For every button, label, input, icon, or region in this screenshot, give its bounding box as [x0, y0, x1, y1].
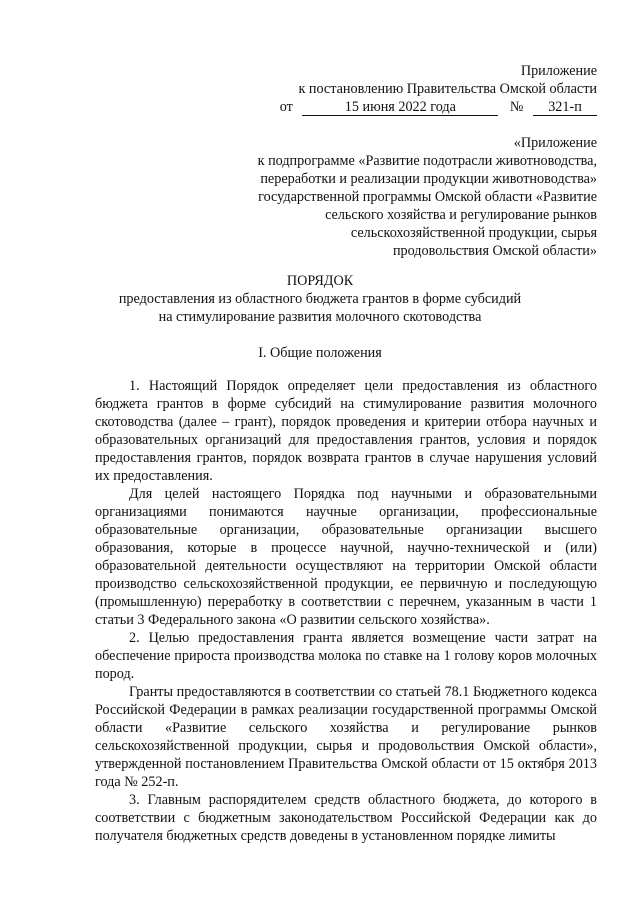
- document-body: [95, 377, 597, 845]
- sub-appendix-line: сельского хозяйства и регулирование рынков: [325, 207, 597, 223]
- sub-appendix-line: «Приложение: [513, 135, 597, 151]
- paragraph: Для целей настоящего Порядка под научными и образовательными организациями понимаются научные организации, профессиональные образовательные организации, образовательные организации высшего образования, которые в процессе научной, научно-технической и (или) образовательной деятельности осуществляют на территории Омской области производство сельскохозяйственной продукции, ее первичную и последующую (промышленную) переработку в соответствии с перечнем, указанным в части 1 статьи 3 Федерального закона «О развитии сельского хозяйства».: [95, 486, 597, 628]
- paragraph: Гранты предоставляются в соответствии со статьей 78.1 Бюджетного кодекса Российской Федерации в рамках реализации государственной программы Омской области «Развитие сельского хозяйства и регулирование рынков сельскохозяйственной продукции, сырья и продовольствия Омской области», утвержденной постановлением Правительства Омской области от 15 октября 2013 года № 252-п.: [95, 684, 597, 790]
- sub-appendix-line: переработки и реализации продукции животноводства»: [260, 171, 597, 187]
- paragraph: 2. Целью предоставления гранта является возмещение части затрат на обеспечение прироста производства молока по ставке на 1 голову коров молочных пород.: [95, 630, 597, 682]
- paragraph: 3. Главным распорядителем средств областного бюджета, до которого в соответствии с бюджетным законодательством Российской Федерации как до получателя бюджетных средств доведены в установленном порядке лимиты: [95, 792, 597, 844]
- document-heading: ПОРЯДОК: [286, 273, 354, 289]
- paragraph: 1. Настоящий Порядок определяет цели предоставления из областного бюджета грантов в форме субсидий на стимулирование развития молочного скотоводства (далее – грант), порядок проведения и критерии отбора научных и образовательных организаций для предоставления грантов, условия и порядок предоставления грантов, порядок возврата грантов в случае нарушения условий их предоставления.: [95, 378, 597, 484]
- document-subtitle-line: предоставления из областного бюджета грантов в форме субсидий: [118, 291, 522, 307]
- sub-appendix-line: государственной программы Омской области «Развитие: [258, 189, 597, 205]
- appendix-resolution-ref: к постановлению Правительства Омской области: [298, 81, 597, 97]
- date-from-label: от: [279, 99, 293, 115]
- appendix-header: [280, 62, 597, 116]
- appendix-title: Приложение: [520, 63, 597, 79]
- resolution-date: 15 июня 2022 года: [302, 100, 498, 116]
- section-heading: I. Общие положения: [258, 345, 382, 361]
- appendix-date-number: [280, 98, 597, 116]
- number-sign: №: [509, 99, 524, 115]
- sub-appendix-line: сельскохозяйственной продукции, сырья: [350, 225, 597, 241]
- sub-appendix-line: продовольствия Омской области»: [392, 243, 597, 259]
- sub-appendix: [258, 134, 597, 260]
- resolution-number: 321-п: [533, 100, 597, 116]
- document-title: [0, 272, 640, 326]
- document-subtitle-line: на стимулирование развития молочного скотоводства: [158, 309, 482, 325]
- sub-appendix-line: к подпрограмме «Развитие подотрасли животноводства,: [257, 153, 597, 169]
